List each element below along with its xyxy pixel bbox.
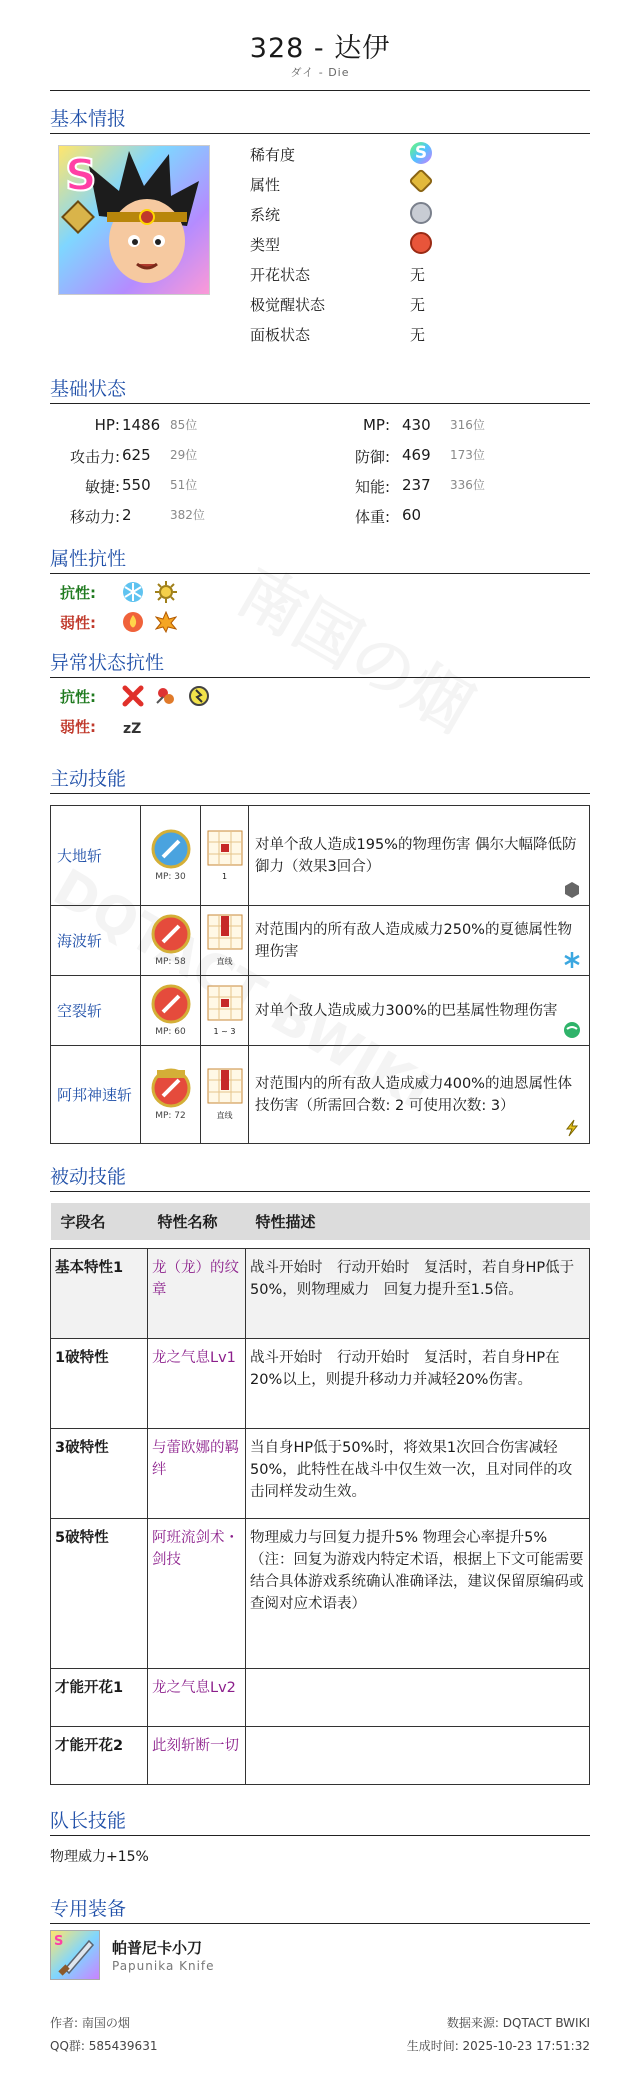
svg-text:S: S bbox=[54, 1934, 64, 1949]
col-field: 字段名 bbox=[51, 1203, 148, 1240]
sleep-icon bbox=[122, 715, 144, 741]
explosion-icon bbox=[155, 611, 177, 637]
table-row bbox=[51, 1668, 590, 1726]
stat-agi-label: 敏捷: bbox=[84, 478, 120, 496]
stat-move-value: 2 bbox=[122, 506, 132, 524]
skill-range-label: 直线 bbox=[216, 1111, 233, 1120]
fire-icon bbox=[122, 611, 144, 637]
attribute-label: 属性 bbox=[250, 176, 281, 194]
section-status-resist: 异常状态抗性 bbox=[50, 648, 590, 678]
passive-desc: 战斗开始时 行动开始时 复活时，若自身HP低于50%，则物理威力 回复力提升至1.5倍。 bbox=[246, 1248, 590, 1338]
svg-text:S: S bbox=[65, 150, 97, 201]
skill-range bbox=[201, 976, 249, 1046]
skill-icon bbox=[141, 1046, 201, 1144]
passive-name[interactable]: 阿班流剑术・剑技 bbox=[148, 1518, 246, 1668]
table-row bbox=[51, 1428, 590, 1518]
section-leader-skill: 队长技能 bbox=[50, 1806, 590, 1836]
section-active-skills: 主动技能 bbox=[50, 764, 590, 794]
bloom-label: 开花状态 bbox=[250, 266, 311, 284]
passive-field: 才能开花2 bbox=[51, 1726, 148, 1784]
passive-desc: 战斗开始时 行动开始时 复活时，若自身HP在20%以上，则提升移动力并减轻20%伤害。 bbox=[246, 1338, 590, 1428]
awaken-label: 极觉醒状态 bbox=[250, 296, 326, 314]
skill-desc: 对范围内的所有敌人造成威力400%的迪恩属性体技伤害（所需回合数: 2 可使用次数: 3） bbox=[249, 1046, 590, 1144]
skill-name[interactable]: 空裂斩 bbox=[51, 976, 141, 1046]
passive-field: 5破特性 bbox=[51, 1518, 148, 1668]
skill-icon bbox=[141, 976, 201, 1046]
skill-mp: MP: 58 bbox=[155, 957, 186, 967]
skill-desc: 对单个敌人造成195%的物理伤害 偶尔大幅降低防御力（效果3回合） bbox=[249, 806, 590, 906]
system-icon bbox=[410, 202, 432, 228]
table-row bbox=[51, 1338, 590, 1428]
table-row bbox=[51, 1248, 590, 1338]
passive-desc bbox=[246, 1668, 590, 1726]
awaken-value: 无 bbox=[410, 296, 426, 314]
table-row bbox=[51, 976, 590, 1046]
stat-weight-label: 体重: bbox=[354, 508, 390, 526]
skill-range bbox=[201, 1046, 249, 1144]
stat-hp-label: HP: bbox=[94, 416, 120, 434]
passive-name[interactable]: 龙之气息Lv2 bbox=[148, 1668, 246, 1726]
passive-desc bbox=[246, 1726, 590, 1784]
knife-icon bbox=[50, 1930, 100, 1980]
stat-hp-rank: 85位 bbox=[170, 418, 198, 432]
stat-atk-rank: 29位 bbox=[170, 448, 198, 462]
stat-int-rank: 336位 bbox=[450, 478, 485, 492]
equipment-name-en: Papunika Knife bbox=[112, 1959, 215, 1973]
table-row bbox=[51, 906, 590, 976]
table-header-row bbox=[51, 1203, 590, 1240]
stat-agi-value: 550 bbox=[122, 476, 151, 494]
stat-atk-label: 攻击力: bbox=[69, 448, 120, 466]
stat-int-value: 237 bbox=[402, 476, 431, 494]
generated-time-text: 生成时间: 2025-10-23 17:51:32 bbox=[406, 2039, 590, 2053]
stat-def-rank: 173位 bbox=[450, 448, 485, 462]
skill-range bbox=[201, 806, 249, 906]
skill-name[interactable]: 阿邦神速斩 bbox=[51, 1046, 141, 1144]
stat-def-value: 469 bbox=[402, 446, 431, 464]
svg-text:zZ: zZ bbox=[123, 721, 142, 737]
stat-mp-value: 430 bbox=[402, 416, 431, 434]
skill-name[interactable]: 海波斩 bbox=[51, 906, 141, 976]
col-name: 特性名称 bbox=[148, 1203, 246, 1240]
section-passive-skills: 被动技能 bbox=[50, 1162, 590, 1192]
stat-atk-value: 625 bbox=[122, 446, 151, 464]
passive-skills-table bbox=[50, 1203, 590, 1785]
ice-icon bbox=[563, 951, 581, 969]
passive-field: 1破特性 bbox=[51, 1338, 148, 1428]
skill-desc: 对单个敌人造成威力300%的巴基属性物理伤害 bbox=[249, 976, 590, 1046]
stat-mp-label: MP: bbox=[362, 416, 390, 434]
rarity-label: 稀有度 bbox=[250, 146, 296, 164]
status-weak-label: 弱性: bbox=[60, 718, 96, 736]
section-equipment: 专用装备 bbox=[50, 1894, 590, 1924]
ice-icon bbox=[122, 581, 144, 607]
stat-def-label: 防御: bbox=[354, 448, 390, 466]
passive-name[interactable]: 此刻斩断一切 bbox=[148, 1726, 246, 1784]
table-row bbox=[51, 1046, 590, 1144]
passive-field: 基本特性1 bbox=[51, 1248, 148, 1338]
bloom-value: 无 bbox=[410, 266, 426, 284]
leader-skill-text: 物理威力+15% bbox=[50, 1849, 149, 1865]
attr-weak-label: 弱性: bbox=[60, 614, 96, 632]
stat-int-label: 知能: bbox=[354, 478, 390, 496]
page-title: 328 - 达伊 bbox=[249, 33, 391, 64]
stat-move-label: 移动力: bbox=[69, 508, 120, 526]
skill-mp: MP: 60 bbox=[155, 1027, 186, 1037]
skill-desc: 对范围内的所有敌人造成威力250%的夏德属性物理伤害 bbox=[249, 906, 590, 976]
skill-range-label: 直线 bbox=[216, 957, 233, 966]
page-subtitle: ダイ - Die bbox=[290, 66, 350, 79]
rarity-s-icon: S bbox=[410, 142, 432, 164]
skill-range-label: 1 bbox=[221, 872, 228, 881]
skill-name[interactable]: 大地斩 bbox=[51, 806, 141, 906]
table-row bbox=[51, 806, 590, 906]
skill-icon bbox=[141, 906, 201, 976]
skill-range-label: 1 ~ 3 bbox=[213, 1027, 236, 1036]
panel-label: 面板状态 bbox=[250, 326, 311, 344]
equipment-name[interactable]: 帕普尼卡小刀 bbox=[112, 1939, 203, 1957]
table-row bbox=[51, 1726, 590, 1784]
attribute-icon bbox=[410, 172, 430, 194]
passive-desc: 物理威力与回复力提升5% 物理会心率提升5%（注：回复为游戏内特定术语，根据上下文可能需要结合具体游戏系统确认准确译法，建议保留原编码或查阅对应术语表） bbox=[246, 1518, 590, 1668]
wind-icon bbox=[563, 1021, 581, 1039]
table-row bbox=[51, 1518, 590, 1668]
hexagon-icon bbox=[563, 881, 581, 899]
section-basic-info: 基本情报 bbox=[50, 104, 590, 134]
col-desc: 特性描述 bbox=[246, 1203, 590, 1240]
stat-hp-value: 1486 bbox=[122, 416, 161, 434]
stat-move-rank: 382位 bbox=[170, 508, 205, 522]
passive-field: 才能开花1 bbox=[51, 1668, 148, 1726]
stat-mp-rank: 316位 bbox=[450, 418, 485, 432]
system-label: 系统 bbox=[250, 206, 281, 224]
type-label: 类型 bbox=[250, 236, 281, 254]
passive-name[interactable]: 与蕾欧娜的羁绊 bbox=[148, 1428, 246, 1518]
passive-name[interactable]: 龙（龙）的纹章 bbox=[148, 1248, 246, 1338]
passive-name[interactable]: 龙之气息Lv1 bbox=[148, 1338, 246, 1428]
qq-group-text: QQ群: 585439631 bbox=[50, 2039, 158, 2053]
cross-icon bbox=[122, 685, 144, 711]
passive-desc: 当自身HP低于50%时，将效果1次回合伤害减轻50%，此特性在战斗中仅生效一次，且对同伴的攻击同样发动生效。 bbox=[246, 1428, 590, 1518]
data-source-text: 数据来源: DQTACT BWIKI bbox=[446, 2016, 590, 2030]
character-avatar bbox=[58, 145, 210, 295]
section-stats: 基础状态 bbox=[50, 374, 590, 404]
passive-field: 3破特性 bbox=[51, 1428, 148, 1518]
lightning-icon bbox=[563, 1119, 581, 1137]
title-divider bbox=[50, 90, 590, 91]
skill-range bbox=[201, 906, 249, 976]
stat-weight-value: 60 bbox=[402, 506, 422, 524]
skill-mp: MP: 72 bbox=[155, 1111, 186, 1121]
status-resist-label: 抗性: bbox=[60, 688, 96, 706]
light-icon bbox=[155, 581, 177, 607]
section-attribute-resist: 属性抗性 bbox=[50, 544, 590, 574]
type-icon bbox=[410, 232, 432, 258]
poison-icon bbox=[155, 685, 177, 711]
paralysis-icon bbox=[188, 685, 210, 711]
active-skills-table bbox=[50, 805, 590, 1144]
skill-mp: MP: 30 bbox=[155, 872, 186, 882]
author-text: 作者: 南国の烟 bbox=[50, 2016, 130, 2030]
panel-value: 无 bbox=[410, 326, 426, 344]
attr-resist-label: 抗性: bbox=[60, 584, 96, 602]
skill-icon bbox=[141, 806, 201, 906]
stat-agi-rank: 51位 bbox=[170, 478, 198, 492]
